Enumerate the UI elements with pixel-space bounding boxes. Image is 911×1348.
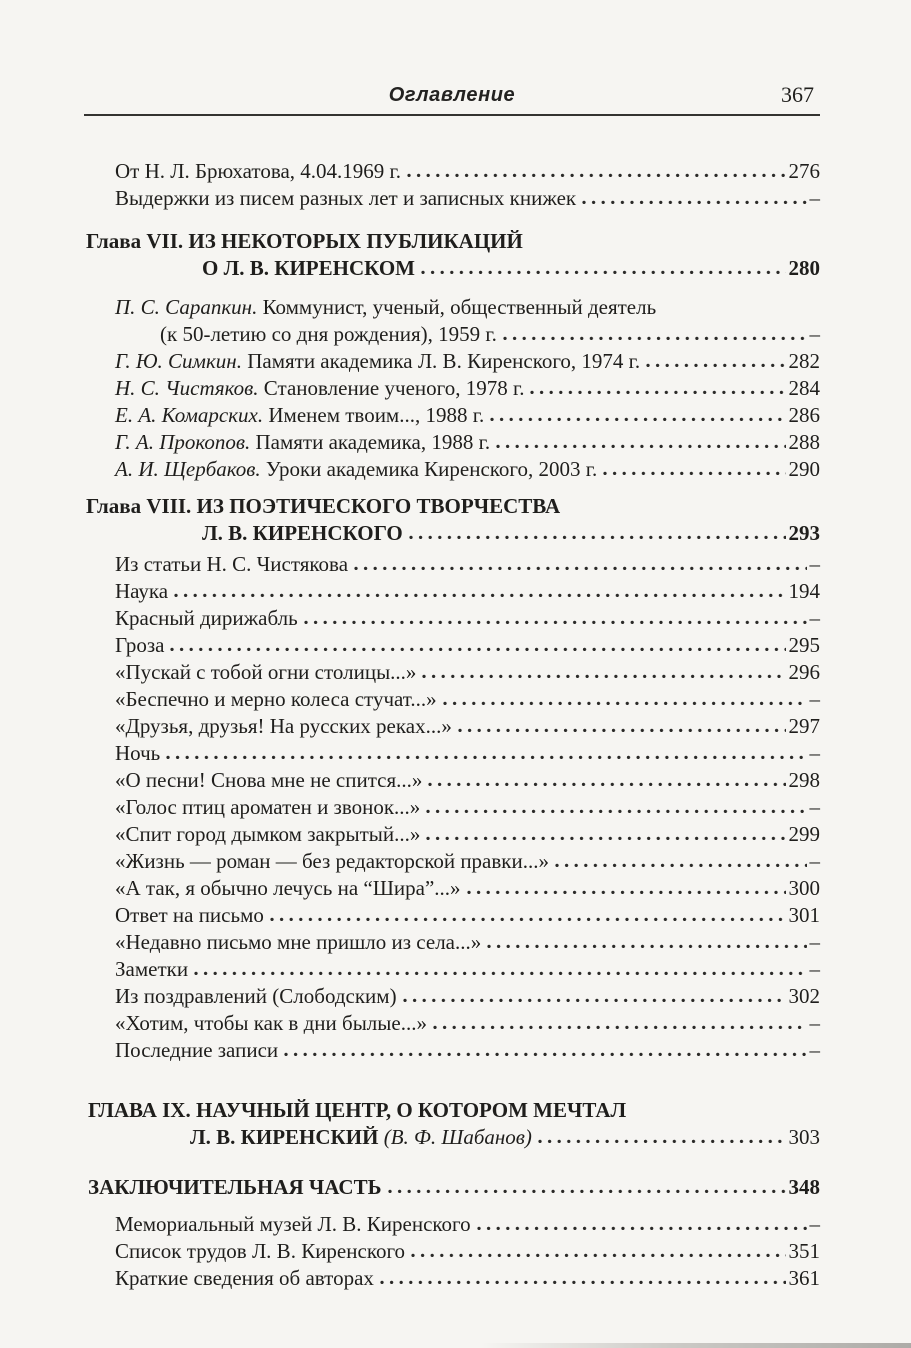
dot-leader xyxy=(443,701,807,706)
dot-leader xyxy=(603,471,785,476)
toc-entry-text xyxy=(202,255,415,282)
toc-row xyxy=(84,1124,820,1151)
toc-entry-text xyxy=(115,983,397,1010)
page-content xyxy=(84,84,820,1292)
page-header xyxy=(84,84,820,112)
toc-page-number: – xyxy=(809,322,820,346)
toc-entry-text xyxy=(160,321,497,348)
dot-leader xyxy=(380,1280,786,1285)
toc-row xyxy=(84,375,820,402)
toc-row xyxy=(84,1037,820,1064)
toc-entry-segment: «Беспечно и мерно колеса стучат...» xyxy=(115,687,437,711)
toc-page-number: 361 xyxy=(788,1266,820,1290)
toc-entry-text xyxy=(115,713,452,740)
toc-entry-segment: «Жизнь — роман — без редакторской правки...» xyxy=(115,849,549,873)
toc-row xyxy=(84,348,820,375)
toc-entry-segment: Л. В. КИРЕНСКИЙ xyxy=(190,1125,384,1149)
toc-entry-text xyxy=(115,551,348,578)
toc-entry-segment: Глава VIII. ИЗ ПОЭТИЧЕСКОГО ТВОРЧЕСТВА xyxy=(86,494,561,518)
dot-leader xyxy=(409,535,786,540)
toc-entry-segment: Уроки академика Киренского, 2003 г. xyxy=(260,457,598,481)
toc-entry-text xyxy=(115,659,416,686)
toc-page-number: – xyxy=(809,687,820,711)
toc-entry-segment: Выдержки из писем разных лет и записных книжек xyxy=(115,186,577,210)
toc-entry-text xyxy=(115,1211,471,1238)
dot-leader xyxy=(646,363,785,368)
dot-leader xyxy=(490,417,785,422)
toc-row xyxy=(84,1211,820,1238)
toc-entry-text xyxy=(115,185,576,212)
toc-row xyxy=(84,228,820,255)
toc-entry-segment: Глава VII. ИЗ НЕКОТОРЫХ ПУБЛИКАЦИЙ xyxy=(86,229,523,253)
toc-entry-segment: Н. С. Чистяков. xyxy=(115,376,259,400)
toc-entry-segment: «Хотим, чтобы как в дни былые...» xyxy=(115,1011,427,1035)
dot-leader xyxy=(538,1139,786,1144)
dot-leader xyxy=(487,944,806,949)
dot-leader xyxy=(304,620,807,625)
toc-page-number: 295 xyxy=(788,633,820,657)
toc-entry-text xyxy=(88,1174,382,1201)
toc-entry-text xyxy=(115,578,168,605)
toc-page-number: – xyxy=(809,849,820,873)
toc-row xyxy=(84,456,820,483)
toc-entry-text xyxy=(115,375,524,402)
toc-entry-segment: «Пускай с тобой огни столицы...» xyxy=(115,660,417,684)
toc-entry-segment: О Л. В. КИРЕНСКОМ xyxy=(202,256,415,280)
toc-entry-text xyxy=(115,605,298,632)
folio-page-number: 367 xyxy=(781,82,814,107)
dot-leader xyxy=(582,200,806,205)
toc-page-number: 280 xyxy=(788,256,820,280)
toc-entry-segment: Памяти академика Л. В. Киренского, 1974 г. xyxy=(241,349,641,373)
toc-row xyxy=(84,794,820,821)
toc-page-number: 298 xyxy=(788,768,820,792)
toc-entry-segment: Е. А. Комарских. xyxy=(115,403,264,427)
toc-entry-text xyxy=(115,956,188,983)
toc-entry-segment: (В. Ф. Шабанов) xyxy=(383,1125,532,1149)
toc-page-number: – xyxy=(809,741,820,765)
dot-leader xyxy=(496,444,785,449)
header-rule xyxy=(84,114,820,116)
toc-row xyxy=(84,185,820,212)
toc-entry-segment: Мемориальный музей Л. В. Киренского xyxy=(115,1212,471,1236)
running-head-title: Оглавление xyxy=(388,84,516,106)
dot-leader xyxy=(166,755,806,760)
toc-entry-segment: «А так, я обычно лечусь на “Шира”...» xyxy=(115,876,461,900)
toc-entry-text xyxy=(115,740,160,767)
dot-leader xyxy=(170,647,785,652)
dot-leader xyxy=(428,782,785,787)
toc-entry-segment: Красный дирижабль xyxy=(115,606,298,630)
toc-row xyxy=(84,605,820,632)
toc-page-number: – xyxy=(809,606,820,630)
toc-entry-text xyxy=(115,875,461,902)
dot-leader xyxy=(426,836,785,841)
toc-entry-text xyxy=(88,1097,626,1124)
toc-page-number: 302 xyxy=(788,984,820,1008)
dot-leader xyxy=(284,1052,806,1057)
toc-row xyxy=(84,551,820,578)
toc-page-number: – xyxy=(809,186,820,210)
toc-entry-segment: Л. В. КИРЕНСКОГО xyxy=(202,521,403,545)
toc-page-number: 286 xyxy=(788,403,820,427)
toc-row xyxy=(84,321,820,348)
toc-entry-text xyxy=(190,1124,532,1151)
toc-entry-text xyxy=(202,520,403,547)
dot-leader xyxy=(403,998,786,1003)
toc-list xyxy=(84,158,820,1292)
toc-row xyxy=(84,875,820,902)
toc-page-number: 303 xyxy=(788,1125,820,1149)
toc-entry-segment: Наука xyxy=(115,579,169,603)
toc-row xyxy=(84,402,820,429)
toc-row xyxy=(84,740,820,767)
toc-entry-segment: А. И. Щербаков. xyxy=(115,457,261,481)
dot-leader xyxy=(174,593,785,598)
toc-row xyxy=(84,659,820,686)
dot-leader xyxy=(426,809,806,814)
toc-row xyxy=(84,255,820,282)
toc-entry-segment: Коммунист, ученый, общественный деятель xyxy=(257,295,657,319)
toc-page-number: 348 xyxy=(788,1175,820,1199)
toc-page-number: 290 xyxy=(788,457,820,481)
toc-page-number: – xyxy=(809,930,820,954)
dot-leader xyxy=(407,173,785,178)
toc-entry-text xyxy=(115,1238,405,1265)
toc-row xyxy=(84,821,820,848)
toc-page-number: – xyxy=(809,795,820,819)
toc-entry-segment: От Н. Л. Брюхатова, 4.04.1969 г. xyxy=(115,159,402,183)
dot-leader xyxy=(411,1253,785,1258)
toc-entry-segment: Гроза xyxy=(115,633,165,657)
toc-entry-segment: ЗАКЛЮЧИТЕЛЬНАЯ ЧАСТЬ xyxy=(88,1175,382,1199)
toc-entry-segment: Именем твоим..., 1988 г. xyxy=(263,403,485,427)
toc-entry-text xyxy=(115,429,490,456)
toc-page-number: 300 xyxy=(788,876,820,900)
toc-page-number: – xyxy=(809,552,820,576)
dot-leader xyxy=(467,890,786,895)
toc-entry-segment: «Друзья, друзья! На русских реках...» xyxy=(115,714,452,738)
dot-leader xyxy=(421,270,786,275)
toc-entry-text xyxy=(115,294,656,321)
toc-entry-text xyxy=(115,1265,374,1292)
dot-leader xyxy=(422,674,785,679)
toc-row xyxy=(84,1174,820,1201)
toc-entry-segment: Последние записи xyxy=(115,1038,279,1062)
toc-entry-text xyxy=(115,767,422,794)
toc-entry-segment: Г. Ю. Симкин. xyxy=(115,349,242,373)
toc-page-number: 284 xyxy=(788,376,820,400)
toc-row xyxy=(84,713,820,740)
toc-row xyxy=(84,1010,820,1037)
dot-leader xyxy=(194,971,806,976)
toc-entry-text xyxy=(115,848,549,875)
toc-row xyxy=(84,956,820,983)
toc-entry-segment: Ответ на письмо xyxy=(115,903,264,927)
toc-page-number: 297 xyxy=(788,714,820,738)
dot-leader xyxy=(433,1025,807,1030)
toc-entry-text xyxy=(115,686,437,713)
toc-entry-text xyxy=(115,632,164,659)
dot-leader xyxy=(270,917,786,922)
toc-page-number: – xyxy=(809,1011,820,1035)
toc-page-number: 276 xyxy=(788,159,820,183)
toc-page-number: 301 xyxy=(788,903,820,927)
toc-entry-segment: Список трудов Л. В. Киренского xyxy=(115,1239,406,1263)
toc-row xyxy=(84,686,820,713)
toc-row xyxy=(84,158,820,185)
toc-entry-segment: «Недавно письмо мне пришло из села...» xyxy=(115,930,482,954)
toc-entry-segment: Ночь xyxy=(115,741,161,765)
toc-row xyxy=(84,1097,820,1124)
toc-page-number: 282 xyxy=(788,349,820,373)
toc-entry-text xyxy=(86,228,523,255)
toc-entry-text xyxy=(86,493,560,520)
toc-entry-text xyxy=(115,902,264,929)
scan-edge-artifact xyxy=(481,1343,911,1348)
toc-page-number: – xyxy=(809,957,820,981)
toc-entry-segment: Г. А. Прокопов. xyxy=(115,430,251,454)
toc-entry-segment: Памяти академика, 1988 г. xyxy=(250,430,491,454)
dot-leader xyxy=(388,1189,786,1194)
toc-entry-segment: Становление ученого, 1978 г. xyxy=(258,376,525,400)
toc-page-number: – xyxy=(809,1212,820,1236)
toc-entry-segment: ГЛАВА IX. НАУЧНЫЙ ЦЕНТР, О КОТОРОМ МЕЧТАЛ xyxy=(88,1098,627,1122)
toc-entry-segment: «О песни! Снова мне не спится...» xyxy=(115,768,423,792)
toc-entry-text xyxy=(115,929,481,956)
toc-page-number: 293 xyxy=(788,521,820,545)
toc-row xyxy=(84,520,820,547)
toc-row xyxy=(84,767,820,794)
toc-page-number: 194 xyxy=(788,579,820,603)
toc-page-number: 299 xyxy=(788,822,820,846)
toc-page-number: 288 xyxy=(788,430,820,454)
toc-entry-text xyxy=(115,348,640,375)
dot-leader xyxy=(555,863,807,868)
toc-entry-text xyxy=(115,1010,427,1037)
toc-entry-text xyxy=(115,1037,278,1064)
toc-entry-segment: Краткие сведения об авторах xyxy=(115,1266,374,1290)
toc-entry-text xyxy=(115,794,420,821)
toc-entry-text xyxy=(115,158,401,185)
toc-page-number: – xyxy=(809,1038,820,1062)
toc-entry-segment: Из статьи Н. С. Чистякова xyxy=(115,552,349,576)
toc-entry-text xyxy=(115,402,484,429)
toc-row xyxy=(84,294,820,321)
dot-leader xyxy=(354,566,806,571)
toc-row xyxy=(84,632,820,659)
toc-entry-segment: Заметки xyxy=(115,957,189,981)
toc-row xyxy=(84,493,820,520)
toc-entry-segment: Из поздравлений (Слободским) xyxy=(115,984,397,1008)
toc-entry-segment: «Голос птиц ароматен и звонок...» xyxy=(115,795,421,819)
toc-row xyxy=(84,929,820,956)
toc-page-number: 296 xyxy=(788,660,820,684)
toc-row xyxy=(84,429,820,456)
toc-row xyxy=(84,902,820,929)
toc-row xyxy=(84,578,820,605)
toc-entry-segment: (к 50-летию со дня рождения), 1959 г. xyxy=(160,322,497,346)
dot-leader xyxy=(477,1226,807,1231)
dot-leader xyxy=(503,336,807,341)
toc-entry-segment: П. С. Сарапкин. xyxy=(115,295,258,319)
toc-row xyxy=(84,848,820,875)
toc-row xyxy=(84,1265,820,1292)
dot-leader xyxy=(458,728,786,733)
toc-row xyxy=(84,983,820,1010)
toc-page-number: 351 xyxy=(788,1239,820,1263)
toc-row xyxy=(84,1238,820,1265)
toc-entry-text xyxy=(115,456,597,483)
toc-entry-text xyxy=(115,821,420,848)
dot-leader xyxy=(530,390,785,395)
toc-entry-segment: «Спит город дымком закрытый...» xyxy=(115,822,421,846)
